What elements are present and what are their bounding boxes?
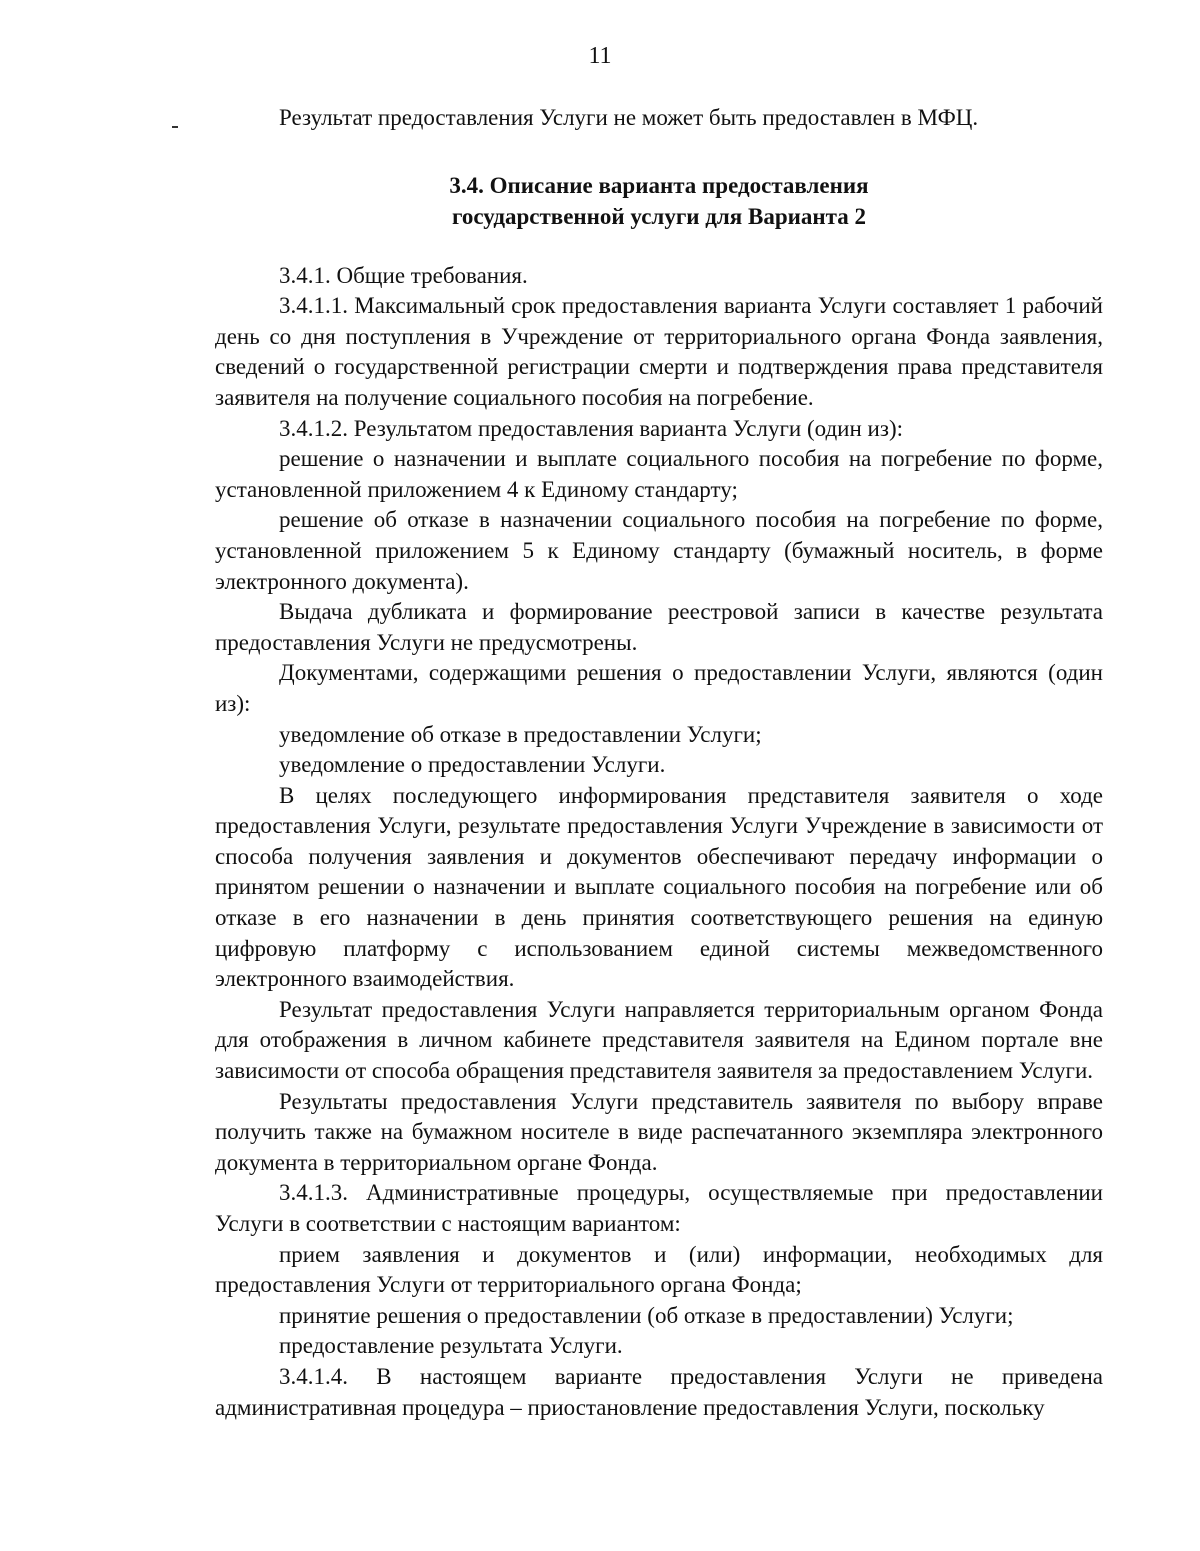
paragraph-result-variants: 3.4.1.2. Результатом предоставления варианта Услуги (один из):: [279, 415, 903, 441]
paragraph-documents: Документами, содержащими решения о предоставлении Услуги, являются (один из):: [215, 660, 1103, 716]
section-heading: [215, 170, 1103, 232]
paragraph-result-paper: Результаты предоставления Услуги представитель заявителя по выбору вправе получить также на бумажном носителе в виде распечатанного экземпляра электронного документа в территориальном органе Фонда.: [215, 1088, 1103, 1175]
paragraph-procedure-result: предоставление результата Услуги.: [279, 1333, 623, 1359]
paragraph-notice-grant: уведомление о предоставлении Услуги.: [279, 752, 666, 778]
paragraph-decision-grant: решение о назначении и выплате социального пособия на погребение по форме, установленной приложением 4 к Единому стандарту;: [215, 446, 1103, 502]
paragraph-decision-refusal: решение об отказе в назначении социального пособия на погребение по форме, установленной приложением 5 к Единому стандарту (бумажный носитель, в форме электронного документа).: [215, 507, 1103, 594]
document-body: [215, 103, 1103, 1423]
paragraph-result-portal: Результат предоставления Услуги направляется территориальным органом Фонда для отображения в личном кабинете представителя заявителя на Едином портале вне зависимости от способа обращения представителя заявителя за предоставлением Услуги.: [215, 996, 1103, 1084]
paragraph-general-requirements: 3.4.1. Общие требования.: [279, 262, 528, 288]
paragraph-max-term: 3.4.1.1. Максимальный срок предоставления варианта Услуги составляет 1 рабочий день со дня поступления в Учреждение от территориального органа Фонда заявления, сведений о государственной регистрации смерти и подтверждения права представителя заявителя на получение социального пособия на погребение.: [215, 293, 1103, 410]
section-heading-line-1: 3.4. Описание варианта предоставления: [449, 172, 869, 198]
intro-paragraph: Результат предоставления Услуги не может быть предоставлен в МФЦ.: [279, 105, 979, 130]
paragraph-procedure-intake: прием заявления и документов и (или) информации, необходимых для предоставления Услуги от территориального органа Фонда;: [215, 1241, 1103, 1298]
section-heading-line-2: государственной услуги для Варианта 2: [452, 203, 866, 229]
paragraph-procedure-decision: принятие решения о предоставлении (об отказе в предоставлении) Услуги;: [279, 1302, 1014, 1328]
paragraph-no-suspension: 3.4.1.4. В настоящем варианте предоставления Услуги не приведена административная процедура – приостановление предоставления Услуги, поскольку: [215, 1363, 1103, 1420]
page-number: 11: [588, 43, 612, 69]
paragraph-notice-refusal: уведомление об отказе в предоставлении Услуги;: [279, 721, 762, 747]
paragraph-admin-procedures: 3.4.1.3. Административные процедуры, осуществляемые при предоставлении Услуги в соответствии с настоящим вариантом:: [215, 1180, 1103, 1236]
paragraph-duplicate: Выдача дубликата и формирование реестровой записи в качестве результата предоставления Услуги не предусмотрены.: [215, 599, 1103, 655]
paragraph-informing: В целях последующего информирования представителя заявителя о ходе предоставления Услуги, результате предоставления Услуги Учреждение в зависимости от способа получения заявления и документов обеспечивают передачу информации о принятом решении о назначении и выплате социального пособия на погребение или об отказе в его назначении в день принятия соответствующего решения на единую цифровую платформу с использованием единой системы межведомственного электронного взаимодействия.: [215, 782, 1103, 992]
scan-mark: [172, 126, 178, 128]
